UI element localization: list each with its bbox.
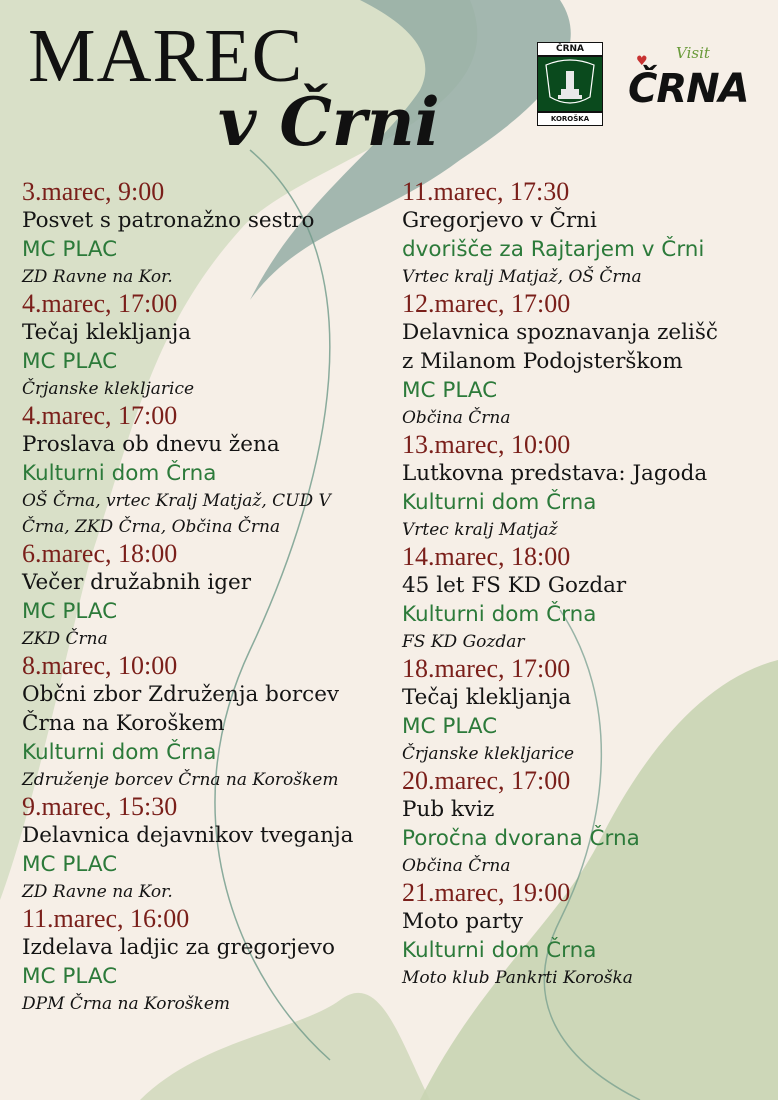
event-organizer: ZD Ravne na Kor.	[22, 267, 173, 287]
event-item	[22, 905, 353, 1017]
event-title: Tečaj klekljanja	[22, 320, 192, 345]
event-date: 9.marec, 15:30	[22, 792, 178, 821]
event-item	[402, 290, 718, 431]
event-title: Delavnica dejavnikov tveganja	[22, 823, 354, 848]
event-date: 3.marec, 9:00	[22, 177, 165, 206]
event-item	[402, 767, 718, 879]
event-date: 13.marec, 10:00	[402, 430, 571, 459]
event-organizer: ZKD Črna	[22, 629, 108, 649]
crest-top-text: ČRNA	[537, 42, 603, 56]
event-item	[22, 652, 353, 793]
event-title: Lutkovna predstava: Jagoda	[402, 461, 708, 486]
event-location: Kulturni dom Črna	[402, 938, 597, 963]
event-date: 11.marec, 17:30	[402, 177, 570, 206]
event-title: Delavnica spoznavanja zelišč	[402, 320, 718, 345]
event-item	[402, 178, 718, 290]
event-title: 45 let FS KD Gozdar	[402, 573, 627, 598]
event-location: Kulturni dom Črna	[22, 740, 217, 765]
visit-word: Visit	[676, 44, 710, 62]
event-title: z Milanom Podojsterškom	[402, 349, 683, 374]
event-location: MC PLAC	[22, 599, 118, 624]
event-location: MC PLAC	[402, 714, 498, 739]
event-organizer: Združenje borcev Črna na Koroškem	[22, 770, 339, 790]
title-location: v Črni	[218, 83, 440, 161]
event-date: 8.marec, 10:00	[22, 651, 178, 680]
event-title: Tečaj klekljanja	[402, 685, 572, 710]
event-date: 18.marec, 17:00	[402, 654, 571, 683]
event-title: Občni zbor Združenja borcev	[22, 682, 340, 707]
event-location: Kulturni dom Črna	[402, 602, 597, 627]
crna-word: ČRNA	[628, 66, 749, 112]
event-title: Posvet s patronažno sestro	[22, 208, 315, 233]
event-title: Proslava ob dnevu žena	[22, 432, 280, 457]
event-organizer: Vrtec kralj Matjaž, OŠ Črna	[402, 267, 642, 287]
event-date: 11.marec, 16:00	[22, 904, 190, 933]
event-item	[22, 793, 353, 905]
event-item	[402, 431, 718, 543]
event-title: Gregorjevo v Črni	[402, 208, 597, 233]
event-item	[22, 540, 353, 652]
heart-icon: ♥	[636, 54, 648, 69]
event-date: 6.marec, 18:00	[22, 539, 178, 568]
event-date: 12.marec, 17:00	[402, 289, 571, 318]
event-organizer: Vrtec kralj Matjaž	[402, 520, 558, 540]
event-organizer: ZD Ravne na Kor.	[22, 882, 173, 902]
event-organizer: OŠ Črna, vrtec Kralj Matjaž, CUD V	[22, 491, 331, 511]
event-location: MC PLAC	[402, 378, 498, 403]
event-location: Kulturni dom Črna	[22, 461, 217, 486]
event-organizer: Moto klub Pankrti Koroška	[402, 968, 633, 988]
event-item	[22, 178, 353, 290]
title-month: MAREC	[28, 14, 304, 98]
event-organizer: Črna, ZKD Črna, Občina Črna	[22, 517, 281, 537]
event-location: Poročna dvorana Črna	[402, 826, 640, 851]
event-location: dvorišče za Rajtarjem v Črni	[402, 237, 705, 262]
event-date: 4.marec, 17:00	[22, 289, 178, 318]
events-column-right	[402, 178, 718, 991]
event-title: Moto party	[402, 909, 524, 934]
event-title: Izdelava ladjic za gregorjevo	[22, 935, 335, 960]
event-date: 21.marec, 19:00	[402, 878, 571, 907]
event-organizer: FS KD Gozdar	[402, 632, 525, 652]
event-item	[22, 290, 353, 402]
event-title: Večer družabnih iger	[22, 570, 251, 595]
visit-crna-logo	[624, 44, 749, 124]
events-column-left	[22, 178, 353, 1017]
event-organizer: Občina Črna	[402, 408, 511, 428]
event-item	[402, 879, 718, 991]
event-date: 20.marec, 17:00	[402, 766, 571, 795]
crest-bottom-text: KOROŠKA	[537, 112, 603, 126]
event-location: MC PLAC	[22, 349, 118, 374]
event-organizer: Občina Črna	[402, 856, 511, 876]
event-location: MC PLAC	[22, 852, 118, 877]
event-date: 4.marec, 17:00	[22, 401, 178, 430]
event-title: Pub kviz	[402, 797, 495, 822]
event-item	[402, 543, 718, 655]
event-item	[22, 402, 353, 540]
event-organizer: Črjanske klekljarice	[402, 744, 575, 764]
event-title: Črna na Koroškem	[22, 711, 225, 736]
event-item	[402, 655, 718, 767]
event-location: Kulturni dom Črna	[402, 490, 597, 515]
event-date: 14.marec, 18:00	[402, 542, 571, 571]
event-organizer: Črjanske klekljarice	[22, 379, 195, 399]
crest-shield-icon	[537, 56, 603, 112]
event-location: MC PLAC	[22, 964, 118, 989]
event-location: MC PLAC	[22, 237, 118, 262]
crna-crest-logo	[537, 42, 603, 126]
event-organizer: DPM Črna na Koroškem	[22, 994, 231, 1014]
